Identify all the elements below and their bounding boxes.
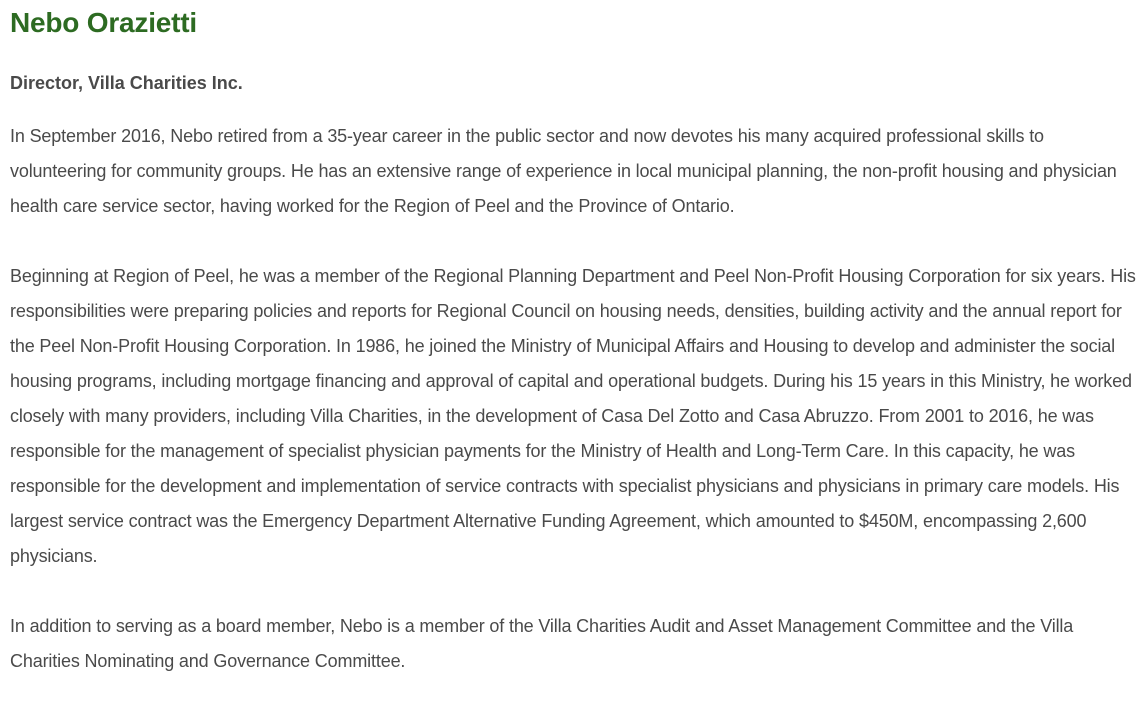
person-name: Nebo Orazietti (10, 7, 198, 38)
bio-paragraph: In addition to serving as a board member, Nebo is a member of the Villa Charities Audit and Asset Management Committee and the Villa Charities Nominating and Governance Committee. (10, 616, 1074, 671)
bio-paragraph: Beginning at Region of Peel, he was a member of the Regional Planning Department and Peel Non-Profit Housing Corporation for six years. His responsibilities were preparing policies and reports for Regional Council on housing needs, densities, building activity and the annual report for the Peel Non-Profit Housing Corporation. In 1986, he joined the Ministry of Municipal Affairs and Housing to develop and administer the social housing programs, including mortgage financing and approval of capital and operational budgets. During his 15 years in this Ministry, he worked closely with many providers, including Villa Charities, in the development of Casa Del Zotto and Casa Abruzzo. From 2001 to 2016, he was responsible for the management of specialist physician payments for the Ministry of Health and Long-Term Care. In this capacity, he was responsible for the development and implementation of service contracts with specialist physicians and physicians in primary care models. His largest service contract was the Emergency Department Alternative Funding Agreement, which amounted to $450M, encompassing 2,600 physicians. (10, 266, 1136, 566)
bio-paragraph: In September 2016, Nebo retired from a 35-year career in the public sector and now devotes his many acquired professional skills to volunteering for community groups. He has an extensive range of experience in local municipal planning, the non-profit housing and physician health care service sector, having worked for the Region of Peel and the Province of Ontario. (10, 126, 1117, 216)
person-title: Director, Villa Charities Inc. (10, 73, 243, 93)
